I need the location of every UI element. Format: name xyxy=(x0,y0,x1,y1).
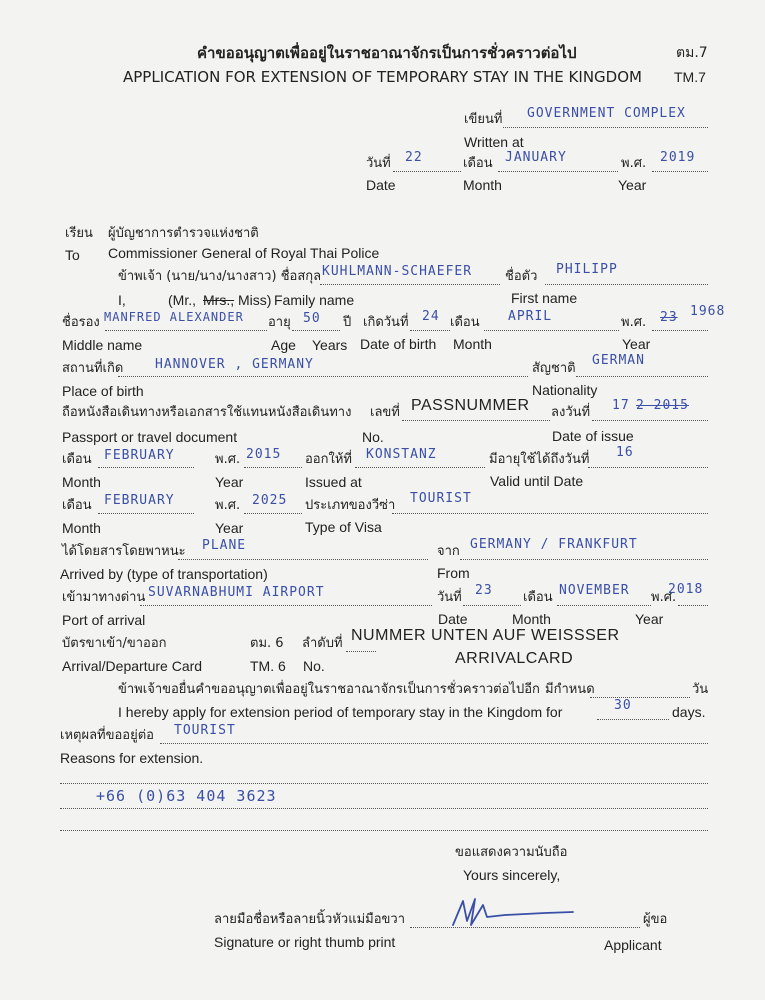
visa-year-label-th: พ.ศ. xyxy=(215,498,241,513)
port-label-th: เข้ามาทางด่าน xyxy=(62,590,146,605)
apply-limit-line xyxy=(590,697,690,698)
arrival-date-value[interactable]: 23 xyxy=(475,583,493,598)
nationality-value[interactable]: GERMAN xyxy=(592,353,645,368)
arrival-month-label-th: เดือน xyxy=(523,590,553,605)
signature-label-th: ลายมือชื่อหรือลายนิ้วหัวแม่มือขวา xyxy=(214,912,406,927)
arrival-month-line xyxy=(557,605,651,606)
arrival-year-line xyxy=(678,605,708,606)
issued-at-label-en: Issued at xyxy=(305,474,362,490)
birthplace-label-th: สถานที่เกิด xyxy=(62,361,124,376)
passport-issue-day[interactable]: 17 xyxy=(612,398,630,413)
port-label-en: Port of arrival xyxy=(62,612,146,628)
date-day-value[interactable]: 22 xyxy=(405,150,423,165)
valid-until-label-en: Valid until Date xyxy=(490,473,584,489)
reasons-line-1 xyxy=(160,743,708,744)
birth-label-th: เกิดวันที่ xyxy=(363,315,409,330)
date-month-value[interactable]: JANUARY xyxy=(505,150,567,165)
applicant-label-th: ผู้ขอ xyxy=(643,912,668,927)
arrival-date-label-en: Date xyxy=(438,611,468,627)
apply-limit-th: มีกำหนด xyxy=(545,682,595,697)
birthplace-line xyxy=(118,376,528,377)
issue-year-line xyxy=(244,467,302,468)
reasons-label-en: Reasons for extension. xyxy=(60,750,204,766)
apply-text-th: ข้าพเจ้าขอยื่นคำขออนุญาตเพื่ออยู่ในราชอาณาจักรเป็นการชั่วคราวต่อไปอีก xyxy=(118,682,540,697)
family-name-line xyxy=(320,284,500,285)
name-i-th: ข้าพเจ้า (นาย/นาง/นางสาว) ชื่อสกุล xyxy=(118,269,322,284)
visa-year-label-en: Year xyxy=(215,520,244,536)
visa-type-value[interactable]: TOURIST xyxy=(410,491,472,506)
age-unit-en: Years xyxy=(312,337,348,353)
visa-type-line xyxy=(392,513,708,514)
passport-no-value[interactable]: PASSNUMMER xyxy=(411,397,530,414)
closing-th: ขอแสดงความนับถือ xyxy=(455,845,568,860)
valid-until-day[interactable]: 16 xyxy=(616,445,634,460)
age-label-th: อายุ xyxy=(268,315,291,330)
issued-at-value[interactable]: KONSTANZ xyxy=(366,447,437,462)
written-at-value[interactable]: GOVERNMENT COMPLEX xyxy=(527,106,686,121)
card-label-th: บัตรขาเข้า/ขาออก xyxy=(62,636,167,651)
nationality-line xyxy=(576,376,708,377)
passport-issue-line xyxy=(592,420,708,421)
nationality-label-en: Nationality xyxy=(532,382,598,398)
reasons-line-2 xyxy=(60,783,708,784)
date-label-th: วันที่ xyxy=(366,156,391,171)
to-recipient-th: ผู้บัญชาการตำรวจแห่งชาติ xyxy=(108,226,259,241)
date-year-label-en: Year xyxy=(618,177,647,193)
issue-month-value[interactable]: FEBRUARY xyxy=(104,448,175,463)
applicant-label-en: Applicant xyxy=(604,937,662,953)
birth-year-label-th: พ.ศ. xyxy=(621,315,647,330)
arrival-month-label-en: Month xyxy=(512,611,551,627)
port-line xyxy=(140,605,432,606)
first-name-value[interactable]: PHILIPP xyxy=(556,262,618,277)
visa-type-label-en: Type of Visa xyxy=(305,519,382,535)
arrival-year-value[interactable]: 2018 xyxy=(668,582,704,597)
first-name-line xyxy=(545,284,708,285)
title-mr: (Mr., xyxy=(168,292,196,308)
card-no-label-th: ลำดับที่ xyxy=(302,636,343,651)
issue-year-value[interactable]: 2015 xyxy=(246,447,282,462)
visa-month-line xyxy=(98,513,194,514)
birth-year-value[interactable]: 1968 xyxy=(690,304,726,319)
written-at-label-en: Written at xyxy=(464,134,524,150)
passport-label-th: ถือหนังสือเดินทางหรือเอกสารใช้แทนหนังสือเดินทาง xyxy=(62,405,352,420)
passport-issue-label-th: ลงวันที่ xyxy=(551,405,591,420)
apply-unit-th: วัน xyxy=(692,682,709,697)
passport-issue-crossed: 2 2015 xyxy=(636,398,689,413)
card-tm6-th: ตม. 6 xyxy=(250,636,284,651)
visa-month-value[interactable]: FEBRUARY xyxy=(104,493,175,508)
from-label-th: จาก xyxy=(437,544,460,559)
date-label-en: Date xyxy=(366,177,396,193)
form-title-th: คำขออนุญาตเพื่ออยู่ในราชอาณาจักรเป็นการชั่วคราวต่อไป xyxy=(197,44,577,62)
date-year-value[interactable]: 2019 xyxy=(660,150,696,165)
transport-line xyxy=(178,559,428,560)
written-at-line xyxy=(503,127,708,128)
first-name-label-th: ชื่อตัว xyxy=(505,269,538,284)
title-mrs-crossed: Mrs., xyxy=(203,292,235,308)
date-year-label-th: พ.ศ. xyxy=(621,156,647,171)
passport-no-line xyxy=(402,420,550,421)
transport-label-en: Arrived by (type of transportation) xyxy=(60,566,268,582)
birth-day-value[interactable]: 24 xyxy=(422,309,440,324)
signature-mark[interactable] xyxy=(445,895,580,933)
closing-en: Yours sincerely, xyxy=(463,867,561,883)
issue-month-label-th: เดือน xyxy=(62,452,92,467)
apply-days-value[interactable]: 30 xyxy=(614,698,632,713)
visa-type-label-th: ประเภทของวีซ่า xyxy=(305,498,396,513)
form-code-th: ตม.7 xyxy=(676,45,708,61)
from-line xyxy=(460,559,708,560)
card-no-line xyxy=(346,651,376,652)
age-label-en: Age xyxy=(271,337,296,353)
birthplace-value[interactable]: HANNOVER , GERMANY xyxy=(155,357,314,372)
passport-issue-label-en: Date of issue xyxy=(552,428,634,444)
issue-month-line xyxy=(98,467,194,468)
reasons-label-th: เหตุผลที่ขออยู่ต่อ xyxy=(60,728,154,743)
port-value[interactable]: SUVARNABHUMI AIRPORT xyxy=(148,585,325,600)
birth-label-en: Date of birth xyxy=(360,336,437,352)
date-month-label-en: Month xyxy=(463,177,502,193)
from-label-en: From xyxy=(437,565,470,581)
birth-day-line xyxy=(410,330,450,331)
first-name-label-en: First name xyxy=(511,290,578,306)
birth-year-label-en: Year xyxy=(622,336,651,352)
family-name-value[interactable]: KUHLMANN-SCHAEFER xyxy=(322,264,473,279)
middle-name-label-en: Middle name xyxy=(62,337,143,353)
visa-year-value[interactable]: 2025 xyxy=(252,493,288,508)
family-name-label-en: Family name xyxy=(274,292,355,308)
to-recipient-en: Commissioner General of Royal Thai Police xyxy=(108,245,380,261)
age-unit-th: ปี xyxy=(343,315,352,330)
arrival-month-value[interactable]: NOVEMBER xyxy=(559,583,630,598)
card-tm6-en: TM. 6 xyxy=(250,658,286,674)
to-label-en: To xyxy=(65,247,80,263)
phone-value[interactable]: +66 (0)63 404 3623 xyxy=(96,787,277,805)
birth-year-crossed: 23 xyxy=(660,310,678,325)
form-code-en: TM.7 xyxy=(674,69,706,85)
visa-year-line xyxy=(244,513,302,514)
apply-days-line xyxy=(597,719,669,720)
card-value-line2[interactable]: ARRIVALCARD xyxy=(455,650,574,667)
birth-month-label-th: เดือน xyxy=(450,315,480,330)
arrival-year-label-en: Year xyxy=(635,611,664,627)
arrival-year-label-th: พ.ศ. xyxy=(651,590,677,605)
passport-no-label-en: No. xyxy=(362,429,384,445)
reasons-value[interactable]: TOURIST xyxy=(174,723,236,738)
issued-at-label-th: ออกให้ที่ xyxy=(305,452,352,467)
name-i-en: I, xyxy=(118,292,126,308)
age-value[interactable]: 50 xyxy=(303,311,321,326)
issued-at-line xyxy=(355,467,485,468)
date-year-line xyxy=(652,171,708,172)
birthplace-label-en: Place of birth xyxy=(62,383,144,399)
birth-month-value[interactable]: APRIL xyxy=(508,309,553,324)
date-day-line xyxy=(393,171,461,172)
birth-year-line xyxy=(652,330,708,331)
from-value[interactable]: GERMANY / FRANKFURT xyxy=(470,537,638,552)
card-no-label-en: No. xyxy=(303,658,325,674)
age-line xyxy=(292,330,340,331)
passport-no-label-th: เลขที่ xyxy=(370,405,400,420)
birth-month-line xyxy=(484,330,619,331)
apply-unit-en: days. xyxy=(672,704,706,720)
issue-year-label-th: พ.ศ. xyxy=(215,452,241,467)
card-label-en: Arrival/Departure Card xyxy=(62,658,203,674)
transport-label-th: ได้โดยสารโดยพาหนะ xyxy=(62,544,186,559)
arrival-date-label-th: วันที่ xyxy=(437,590,462,605)
middle-name-value[interactable]: MANFRED ALEXANDER xyxy=(104,310,244,324)
passport-label-en: Passport or travel document xyxy=(62,429,238,445)
nationality-label-th: สัญชาติ xyxy=(532,361,576,376)
date-month-line xyxy=(498,171,618,172)
written-at-label-th: เขียนที่ xyxy=(464,112,503,127)
issue-year-label-en: Year xyxy=(215,474,244,490)
valid-until-line xyxy=(588,467,708,468)
arrival-date-line xyxy=(463,605,521,606)
valid-until-label-th: มีอายุใช้ได้ถึงวันที่ xyxy=(489,452,590,467)
to-label-th: เรียน xyxy=(65,226,93,241)
visa-month-label-en: Month xyxy=(62,520,101,536)
birth-month-label-en: Month xyxy=(453,336,492,352)
middle-name-label-th: ชื่อรอง xyxy=(62,315,100,330)
title-miss: Miss) xyxy=(238,292,272,308)
reasons-line-3 xyxy=(60,808,708,809)
form-title-en: APPLICATION FOR EXTENSION OF TEMPORARY STAY IN THE KINGDOM xyxy=(123,68,642,86)
transport-value[interactable]: PLANE xyxy=(202,538,247,553)
middle-name-line xyxy=(105,330,267,331)
issue-month-label-en: Month xyxy=(62,474,101,490)
reasons-line-4 xyxy=(60,830,708,831)
visa-month-label-th: เดือน xyxy=(62,498,92,513)
card-value-line1[interactable]: NUMMER UNTEN AUF WEISSSER xyxy=(351,627,620,644)
apply-text-en: I hereby apply for extension period of temporary stay in the Kingdom for xyxy=(118,704,563,720)
date-month-label-th: เดือน xyxy=(463,156,493,171)
signature-label-en: Signature or right thumb print xyxy=(214,934,396,950)
